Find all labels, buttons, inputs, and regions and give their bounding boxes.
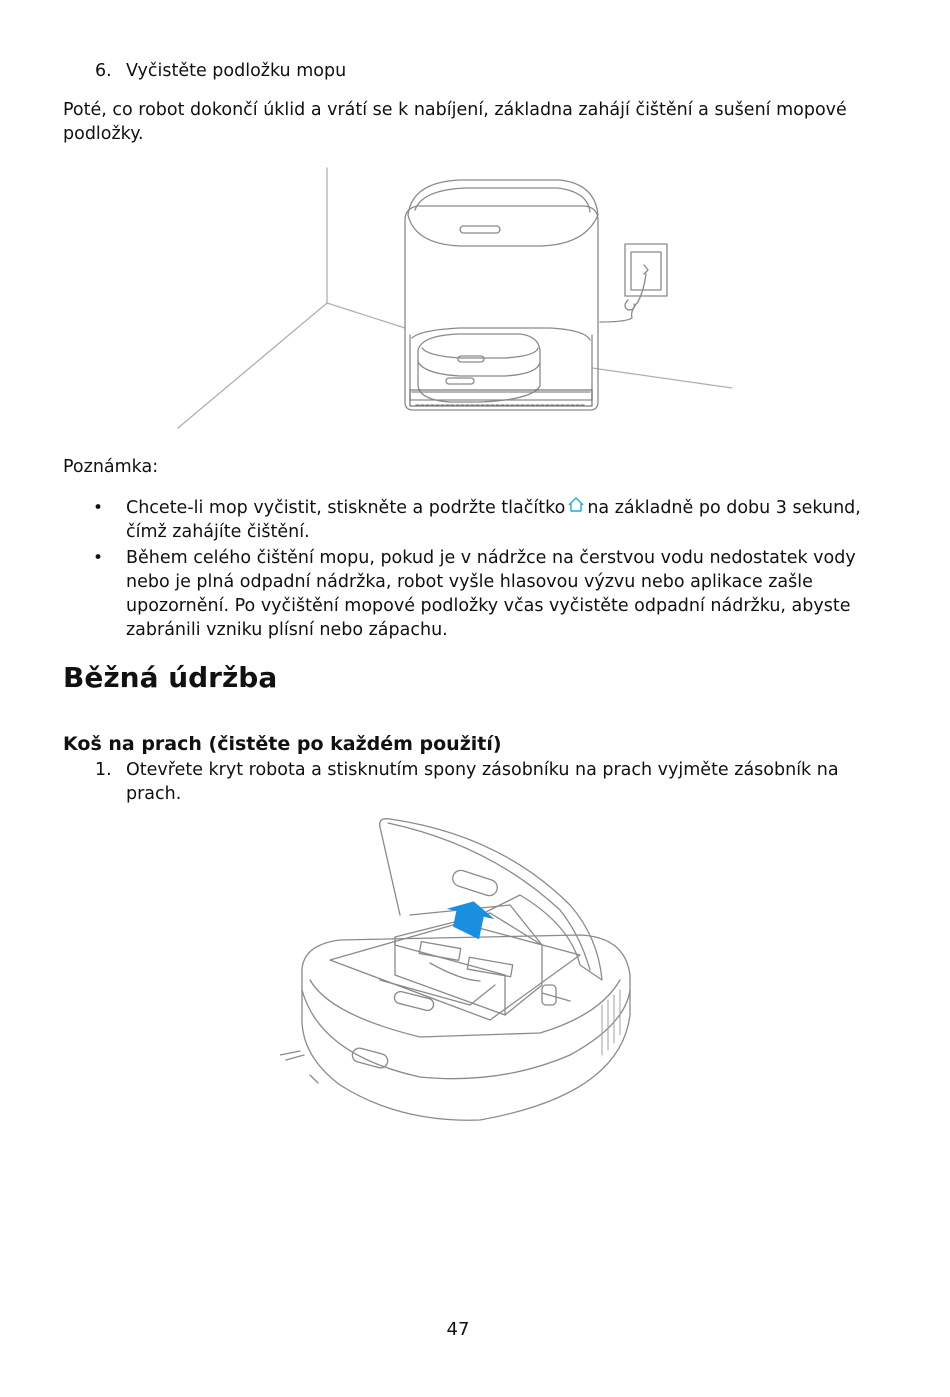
note-item-2-line: zabránili vzniku plísní nebo zápachu. [126, 620, 448, 640]
note-item-2-line: nebo je plná odpadní nádržka, robot vyšle hlasovou výzvu nebo aplikace zašle [126, 572, 813, 592]
step-line: Otevřete kryt robota a stisknutím spony zásobníku na prach vyjměte zásobník na [126, 760, 839, 780]
note-text: na základně po dobu 3 sekund, [587, 498, 861, 518]
note-item-2-line: upozornění. Po vyčištění mopové podložky včas vyčistěte odpadní nádržku, abyste [126, 596, 851, 616]
home-icon [567, 496, 585, 514]
bullet-symbol: • [93, 548, 104, 568]
subsection-heading: Koš na prach (čistěte po každém použití) [63, 733, 502, 755]
section-heading: Běžná údržba [63, 661, 278, 694]
page-number: 47 [446, 1319, 470, 1340]
intro-line: Poté, co robot dokončí úklid a vrátí se k nabíjení, základna zahájí čištění a sušení mopové [63, 100, 847, 120]
step-line: prach. [126, 784, 182, 804]
robot-dustbin-illustration [280, 815, 650, 1140]
bullet-symbol: • [93, 498, 104, 518]
note-item-1-line: čímž zahájíte čištění. [126, 522, 310, 542]
step-title: Vyčistěte podložku mopu [126, 61, 347, 81]
step-number: 6. [95, 61, 112, 81]
note-text: Chcete-li mop vyčistit, stiskněte a podržte tlačítko [126, 498, 566, 518]
up-arrow-icon [442, 896, 497, 941]
intro-line: podložky. [63, 124, 144, 144]
note-label: Poznámka: [63, 457, 159, 477]
note-item-2-line: Během celého čištění mopu, pokud je v nádržce na čerstvou vodu nedostatek vody [126, 548, 856, 568]
step-number: 1. [95, 760, 112, 780]
docking-station-illustration [160, 160, 760, 445]
note-item-1-line [126, 496, 861, 520]
